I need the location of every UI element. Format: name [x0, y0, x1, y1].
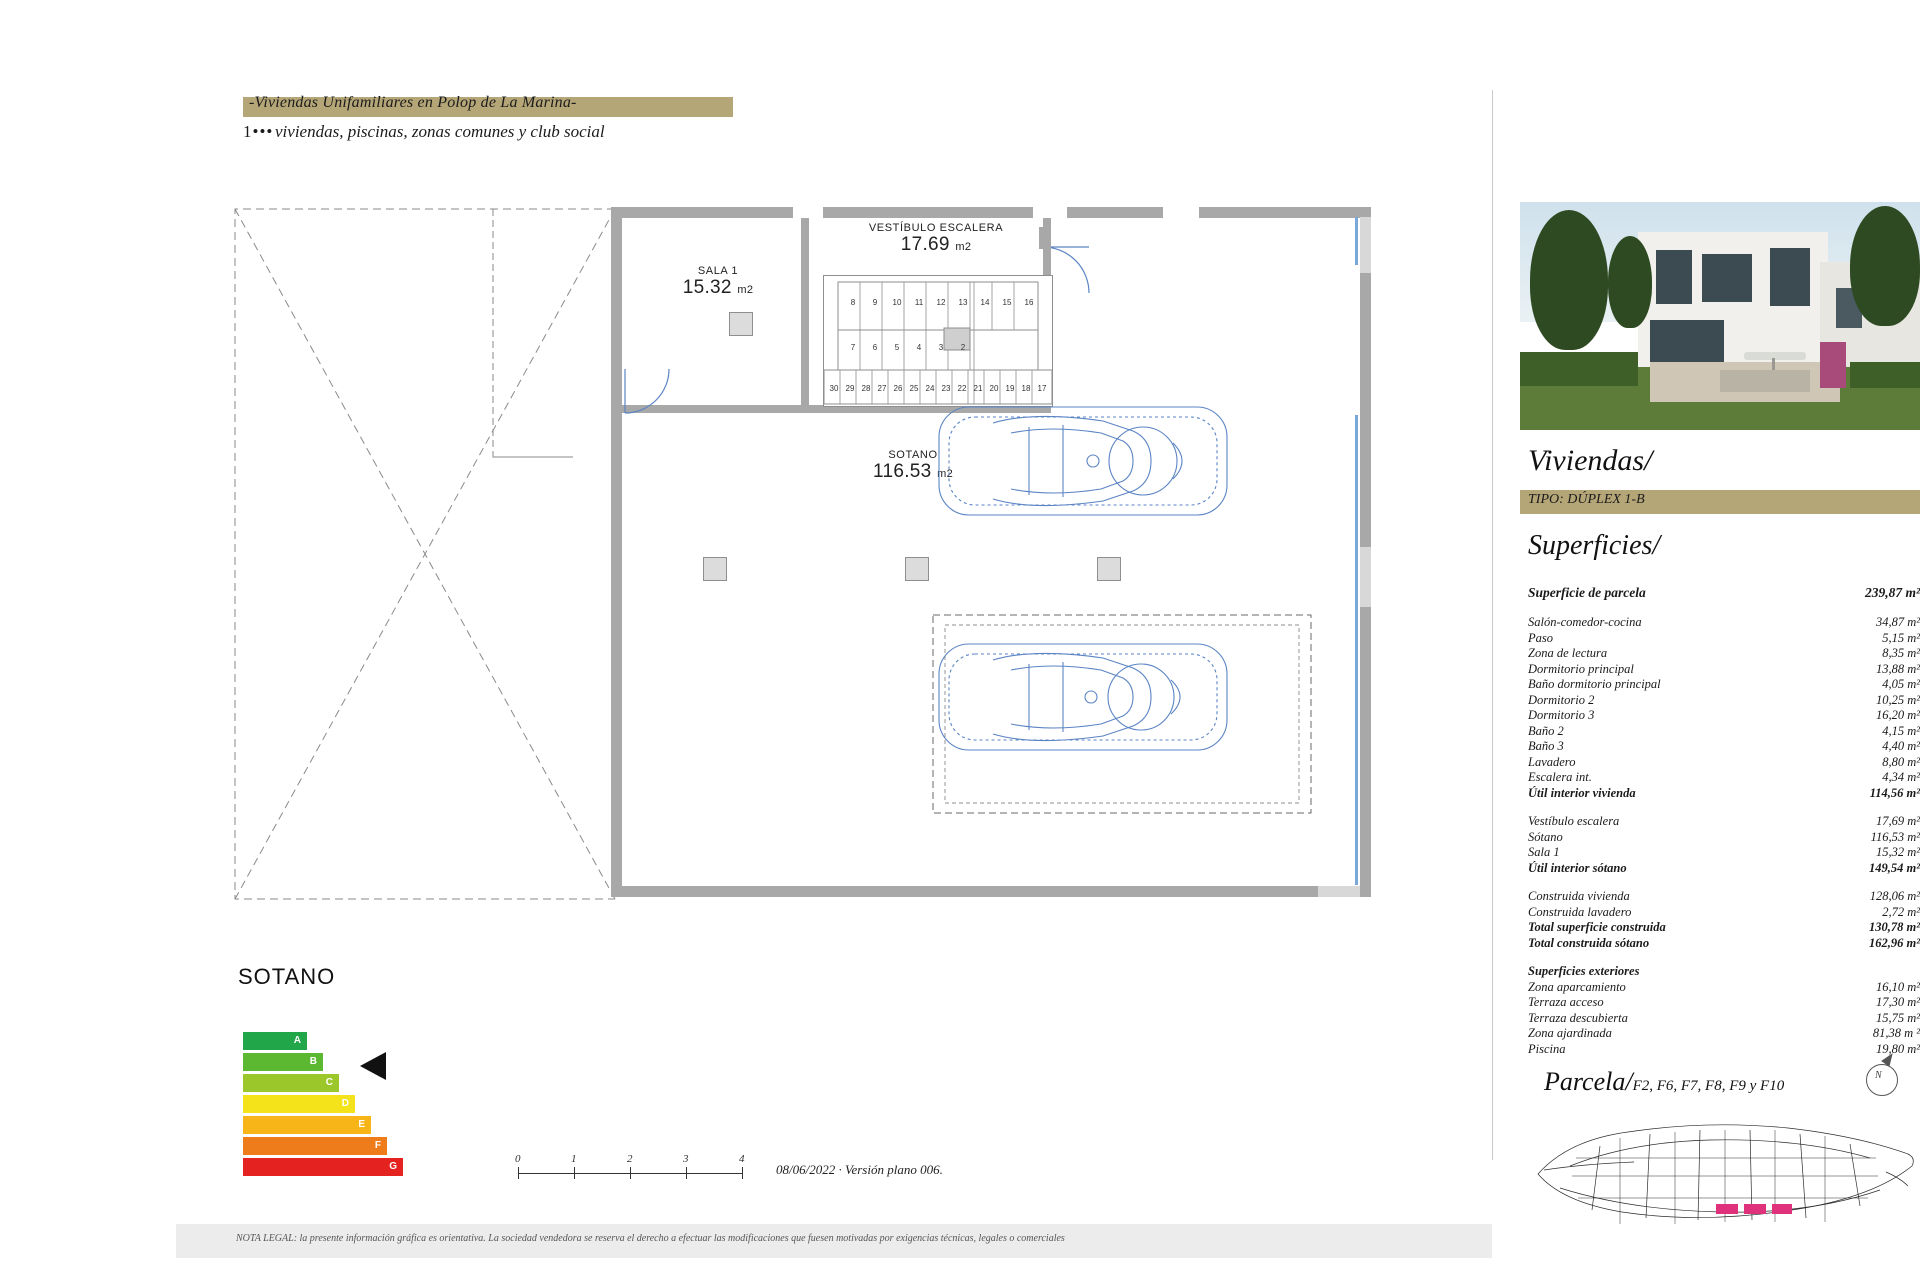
stair-step-number: 5 [894, 343, 900, 352]
car-drawing-2 [933, 632, 1233, 762]
stair-step-number: 4 [916, 343, 922, 352]
scale-tick-0: 0 [515, 1153, 521, 1165]
energy-label [243, 1032, 423, 1179]
stair-step-number: 2 [960, 343, 966, 352]
room-label-sala1: SALA 1 15.32 m2 [682, 265, 754, 298]
stair-step-number: 24 [925, 384, 935, 393]
legal-text: NOTA LEGAL: la presente información gráfica es orientativa. La sociedad vendedora se reserva el derecho a efectuar las modificaciones que fuesen motivadas por exigencias técnicas, legales o comerciales [236, 1233, 1065, 1244]
surface-row-parcela: Superficie de parcela 239,87 m² [1528, 585, 1920, 600]
room-label-vestibulo: VESTÍBULO ESCALERA 17.69 m2 [868, 222, 1004, 255]
legal-footer [176, 1224, 1492, 1258]
surface-row: Salón-comedor-cocina 34,87 m² [1528, 615, 1920, 629]
energy-bar-a: A [243, 1032, 307, 1050]
stair-step-number: 19 [1005, 384, 1015, 393]
energy-bar-b: B [243, 1053, 323, 1071]
subtitle-prefix: 1••• [243, 122, 274, 141]
stair-step-number: 3 [938, 343, 944, 352]
stair-step-number: 13 [958, 298, 968, 307]
surface-row: Paso 5,15 m² [1528, 630, 1920, 645]
surfaces-table [1528, 585, 1920, 1057]
car-drawing-1 [933, 397, 1233, 527]
plan-version: 08/06/2022 · Versión plano 006. [776, 1162, 943, 1177]
stair-step-number: 10 [892, 298, 902, 307]
superficies-title: Superficies/ [1528, 530, 1661, 561]
surface-row: Dormitorio principal 13,88 m² [1528, 661, 1920, 676]
surface-row: Terraza acceso 17,30 m² [1528, 995, 1920, 1009]
floor-plan [233, 207, 1413, 947]
stair-step-number: 16 [1024, 298, 1034, 307]
scale-tick-3: 3 [683, 1153, 689, 1165]
surface-row: Baño 2 4,15 m² [1528, 723, 1920, 738]
surface-row: Vestíbulo escalera 17,69 m² [1528, 814, 1920, 828]
stair-step-number: 14 [980, 298, 990, 307]
energy-bar-d: D [243, 1095, 355, 1113]
viviendas-title: Viviendas/ [1528, 444, 1653, 477]
stair-step-number: 17 [1037, 384, 1047, 393]
sheet-body [88, 12, 1920, 1270]
surface-row: Lavadero 8,80 m² [1528, 754, 1920, 769]
energy-bar-c: C [243, 1074, 339, 1092]
energy-rating-pointer [360, 1052, 386, 1080]
surface-row: Baño dormitorio principal 4,05 m² [1528, 677, 1920, 691]
stair-step-number: 26 [893, 384, 903, 393]
parcela-title: Parcela/F2, F6, F7, F8, F9 y F10 [1544, 1067, 1785, 1096]
stair-step-number: 6 [872, 343, 878, 352]
surface-row: Dormitorio 2 10,25 m² [1528, 692, 1920, 707]
parking-bay [233, 207, 1413, 947]
surface-row: Dormitorio 3 16,20 m² [1528, 708, 1920, 722]
energy-bar-f: F [243, 1137, 387, 1155]
stair-step-number: 23 [941, 384, 951, 393]
column-divider [1492, 90, 1493, 1160]
scale-tick-4: 4 [739, 1153, 745, 1165]
surface-row: Zona de lectura 8,35 m² [1528, 646, 1920, 660]
parcela-subtitle: F2, F6, F7, F8, F9 y F10 [1632, 1078, 1785, 1094]
surface-row: Terraza descubierta 15,75 m² [1528, 1010, 1920, 1025]
scale-tick-2: 2 [627, 1153, 633, 1165]
scale-tick-1: 1 [571, 1153, 577, 1165]
stair-step-number: 8 [850, 298, 856, 307]
page-title: -Viviendas Unifamiliares en Polop de La Marina- [249, 94, 577, 111]
surface-row: Escalera int. 4,34 m² [1528, 770, 1920, 784]
stair-step-number: 15 [1002, 298, 1012, 307]
room-label-sotano: SOTANO 116.53 m2 [873, 449, 953, 482]
surface-row: Sótano 116,53 m² [1528, 829, 1920, 844]
surface-row: Construida lavadero 2,72 m² [1528, 904, 1920, 919]
surface-total-construida: Total superficie construida 130,78 m² [1528, 920, 1920, 934]
surface-row: Zona aparcamiento 16,10 m² [1528, 979, 1920, 994]
site-map [1530, 1112, 1920, 1232]
stair-step-number: 9 [872, 298, 878, 307]
surface-row: Sala 1 15,32 m² [1528, 845, 1920, 859]
surface-total-vivienda: Útil interior vivienda 114,56 m² [1528, 785, 1920, 800]
stair-step-number: 20 [989, 384, 999, 393]
surface-row: Construida vivienda 128,06 m² [1528, 889, 1920, 903]
surface-total-construida-sotano: Total construida sótano 162,96 m² [1528, 935, 1920, 950]
tipo-label: TIPO: DÚPLEX 1-B [1528, 492, 1645, 507]
stair-step-number: 28 [861, 384, 871, 393]
stair-step-number: 22 [957, 384, 967, 393]
render-photo [1520, 202, 1920, 430]
scale-bar [515, 1153, 768, 1185]
stair-step-number: 7 [850, 343, 856, 352]
surface-row: Zona ajardinada 81,38 m ² [1528, 1026, 1920, 1040]
stair-step-number: 27 [877, 384, 887, 393]
plan-caption: SOTANO [238, 964, 336, 989]
surface-row: Piscina 19,80 m² [1528, 1041, 1920, 1056]
energy-bar-g: G [243, 1158, 403, 1176]
surface-total-sotano: Útil interior sótano 149,54 m² [1528, 860, 1920, 875]
stair-step-number: 12 [936, 298, 946, 307]
stair-step-number: 30 [829, 384, 839, 393]
compass-icon: N [1860, 1054, 1902, 1096]
stair-step-number: 18 [1021, 384, 1031, 393]
stair-step-number: 21 [973, 384, 983, 393]
stair-step-number: 29 [845, 384, 855, 393]
stair-step-number: 25 [909, 384, 919, 393]
page-subtitle: viviendas, piscinas, zonas comunes y club social [275, 122, 605, 141]
energy-bar-e: E [243, 1116, 371, 1134]
surface-row: Baño 3 4,40 m² [1528, 739, 1920, 753]
surfaces-exteriores-title: Superficies exteriores [1528, 964, 1640, 978]
stair-step-number: 11 [914, 298, 924, 307]
